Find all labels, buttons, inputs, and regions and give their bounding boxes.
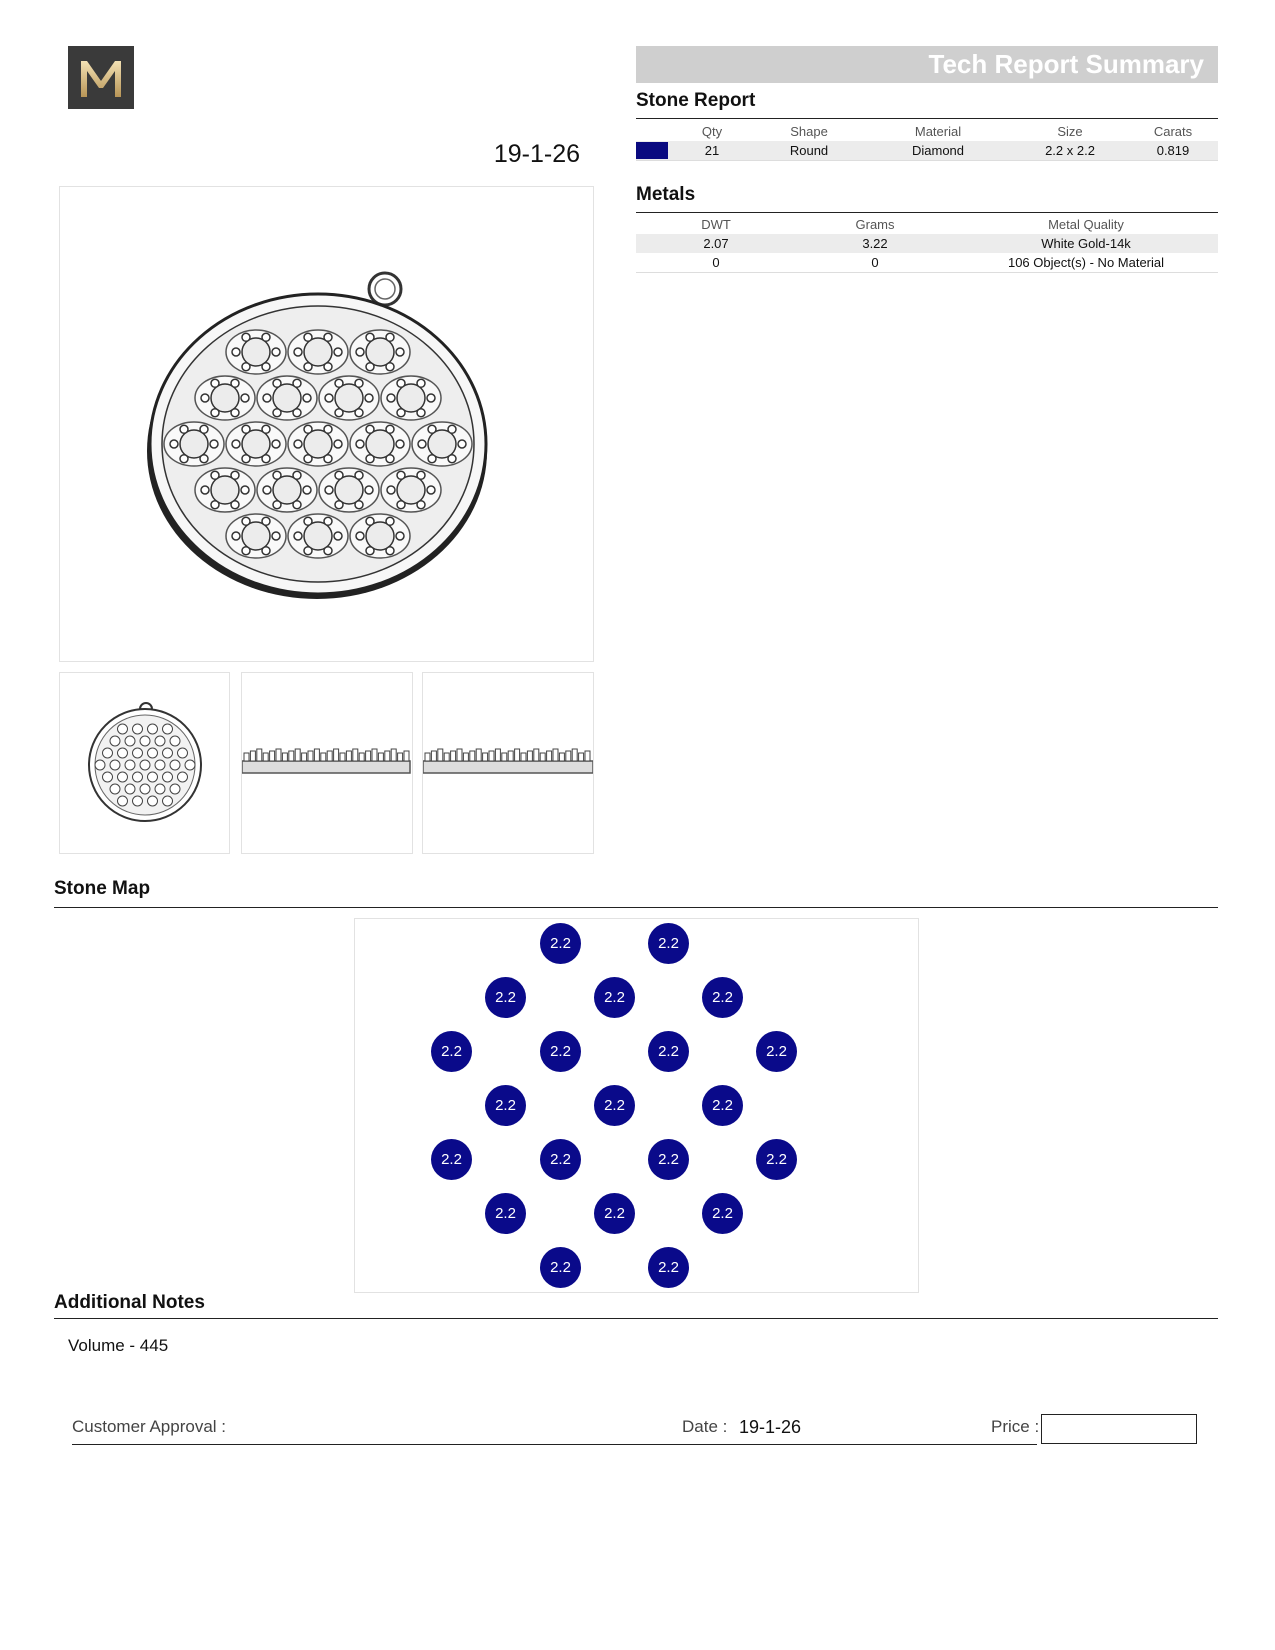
stone-map-rule [54,907,1218,908]
table-row [636,234,1218,253]
stone-marker: 2.2 [702,977,743,1018]
stone-marker: 2.2 [594,1193,635,1234]
logo-m-mark [75,55,127,101]
cell-carats: 0.819 [1128,141,1218,161]
stone-marker: 2.2 [540,1031,581,1072]
stone-marker: 2.2 [540,923,581,964]
table-header-row [636,214,1218,234]
stone-marker: 2.2 [756,1139,797,1180]
stone-marker: 2.2 [594,1085,635,1126]
price-label: Price : [991,1417,1040,1436]
stone-color-swatch [636,142,668,159]
stone-report-rule [636,118,1218,119]
date-value: 19-1-26 [739,1417,802,1437]
stone-marker: 2.2 [431,1139,472,1180]
additional-notes-title: Additional Notes [54,1292,205,1313]
stone-marker: 2.2 [485,977,526,1018]
column-header-size: Size [1057,123,1083,139]
stone-report-title: Stone Report [636,90,756,111]
cell-material: Diamond [864,141,1012,161]
design-id: 19-1-26 [493,140,580,168]
stone-marker: 2.2 [485,1085,526,1126]
cell-dwt: 0 [636,253,796,273]
cell-qty: 21 [670,141,754,161]
column-header-dwt: DWT [701,216,731,232]
metals-rule [636,212,1218,213]
thumbnail-side-view-1[interactable] [241,672,413,854]
thumbnail-side-view-2[interactable] [422,672,594,854]
table-row [636,141,1218,161]
stone-map [354,918,919,1293]
metals-table [636,214,1218,273]
cell-shape: Round [754,141,864,161]
cell-metal-quality: White Gold-14k [954,234,1218,253]
stone-marker: 2.2 [702,1193,743,1234]
column-header-carats: Carats [1153,123,1193,139]
cell-dwt: 2.07 [636,234,796,253]
title-banner [636,46,1218,83]
brand-logo [68,46,134,109]
stone-marker: 2.2 [540,1247,581,1288]
column-header-metal-quality: Metal Quality [1048,216,1124,232]
pendant-illustration [60,187,593,661]
cell-metal-quality: 106 Object(s) - No Material [954,253,1218,273]
column-header-qty: Qty [701,123,723,139]
price-field[interactable] [1041,1414,1197,1444]
table-header-row [636,121,1218,141]
stone-marker: 2.2 [756,1031,797,1072]
notes-text: Volume - 445 [68,1336,169,1355]
date-label: Date : [682,1417,728,1436]
stone-marker: 2.2 [485,1193,526,1234]
stone-marker: 2.2 [540,1139,581,1180]
thumbnail-front-view[interactable] [59,672,230,854]
column-header-material: Material [914,123,962,139]
stone-marker: 2.2 [431,1031,472,1072]
stone-marker: 2.2 [648,1139,689,1180]
additional-notes-rule [54,1318,1218,1319]
stone-marker: 2.2 [594,977,635,1018]
pendant-main-render [59,186,594,662]
customer-approval-label: Customer Approval : [72,1417,227,1436]
stone-marker: 2.2 [648,1031,689,1072]
stone-marker: 2.2 [648,923,689,964]
column-header-grams: Grams [855,216,895,232]
stone-marker: 2.2 [648,1247,689,1288]
metals-title: Metals [636,184,696,205]
column-header-swatch [636,121,670,141]
stone-map-title: Stone Map [54,878,151,899]
cell-grams: 3.22 [796,234,954,253]
stone-marker: 2.2 [702,1085,743,1126]
table-row [636,253,1218,273]
cell-grams: 0 [796,253,954,273]
column-header-shape: Shape [790,123,828,139]
stone-report-table [636,121,1218,161]
cell-size: 2.2 x 2.2 [1012,141,1128,161]
report-title: Tech Report Summary [928,49,1204,79]
approval-signature-line [72,1444,1037,1445]
